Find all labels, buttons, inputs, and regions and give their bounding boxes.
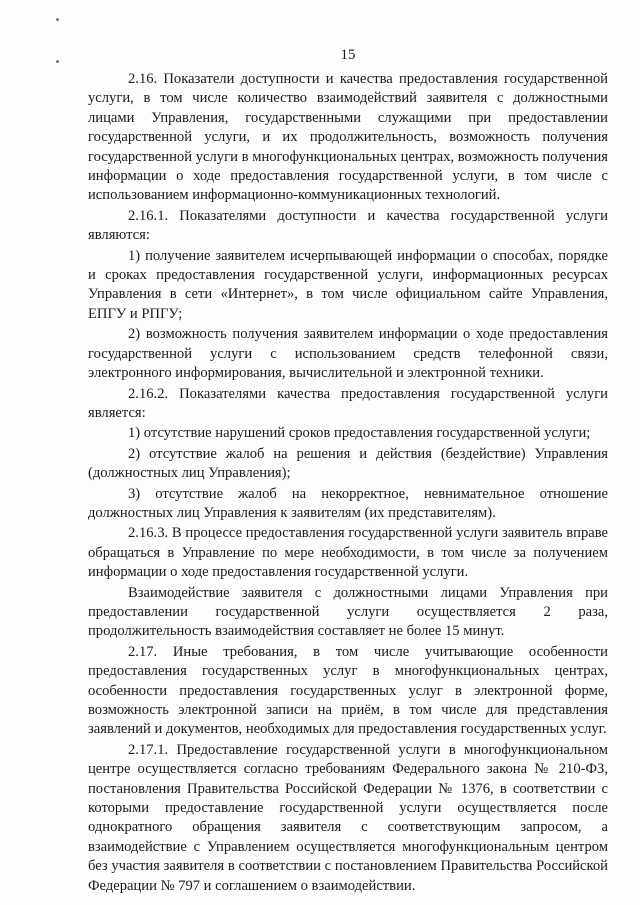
list-item-2: 2) возможность получения заявителем информации о ходе предоставления государственной услуги с использованием средств телефонной связи, электронного информирования, вычислительной и электронной техники. (88, 326, 608, 382)
list-item-2: 2) отсутствие жалоб на решения и действия (бездействие) Управления (должностных лиц Управления); (88, 445, 608, 482)
paragraph-2-16-2: 2.16.2. Показателями качества предоставления государственной услуги является: (88, 385, 608, 421)
list-item-1: 1) получение заявителем исчерпывающей информации о способах, порядке и сроках предоставления государственной услуги, информационных ресурсах Управления в сети «Интернет», в том числе официальном сайте Управления, ЕПГУ и РПГУ; (88, 247, 608, 322)
document-body (88, 70, 608, 896)
paragraph-2-16: 2.16. Показатели доступности и качества предоставления государственной услуги, в том числе количество взаимодействий заявителя с должностными лицами Управления, государственными служащими при предоставлении государственной услуги, и их продолжительность, возможность получения государственной услуги в многофункциональных центрах, возможность получения информации о ходе предоставления государственной услуги, в том числе с использованием информационно-коммуникационных технологий. (88, 71, 608, 204)
scan-mark (56, 18, 59, 21)
paragraph-interaction: Взаимодействие заявителя с должностными лицами Управления при предоставлении государственной услуги осуществляется 2 раза, продолжительность взаимодействия составляет не более 15 минут. (88, 584, 608, 640)
list-item-3: 3) отсутствие жалоб на некорректное, невнимательное отношение должностных лиц Управления к заявителям (их представителям). (88, 485, 608, 521)
paragraph-2-16-1: 2.16.1. Показателями доступности и качества государственной услуги являются: (88, 207, 608, 244)
list-item-1: 1) отсутствие нарушений сроков предоставления государственной услуги; (128, 425, 591, 442)
paragraph-2-16-3: 2.16.3. В процессе предоставления государственной услуги заявитель вправе обращаться в Управление по мере необходимости, в том числе за получением информации о ходе предоставления государственной услуги. (88, 525, 608, 581)
paragraph-2-17: 2.17. Иные требования, в том числе учитывающие особенности предоставления государственных услуг в многофункциональных центрах, особенности предоставления государственных услуг в электронной форме, возможность электронной записи на приём, в том числе для представления заявлений и документов, необходимых для предоставления государственных услуг. (88, 643, 608, 738)
page-number: 15 (340, 47, 356, 63)
paragraph-2-17-1: 2.17.1. Предоставление государственной услуги в многофункциональном центре осуществляется согласно требованиям Федерального закона № 210-ФЗ, постановления Правительства Российской Федерации № 1376, в соответствии с которыми предоставление государственной услуги осуществляется после однократного обращения заявителя с соответствующим запросом, а взаимодействие с Управлением осуществляется многофункциональным центром без участия заявителя в соответствии с постановлением Правительства Российской Федерации № 797 и соглашением о взаимодействии. (88, 741, 608, 894)
